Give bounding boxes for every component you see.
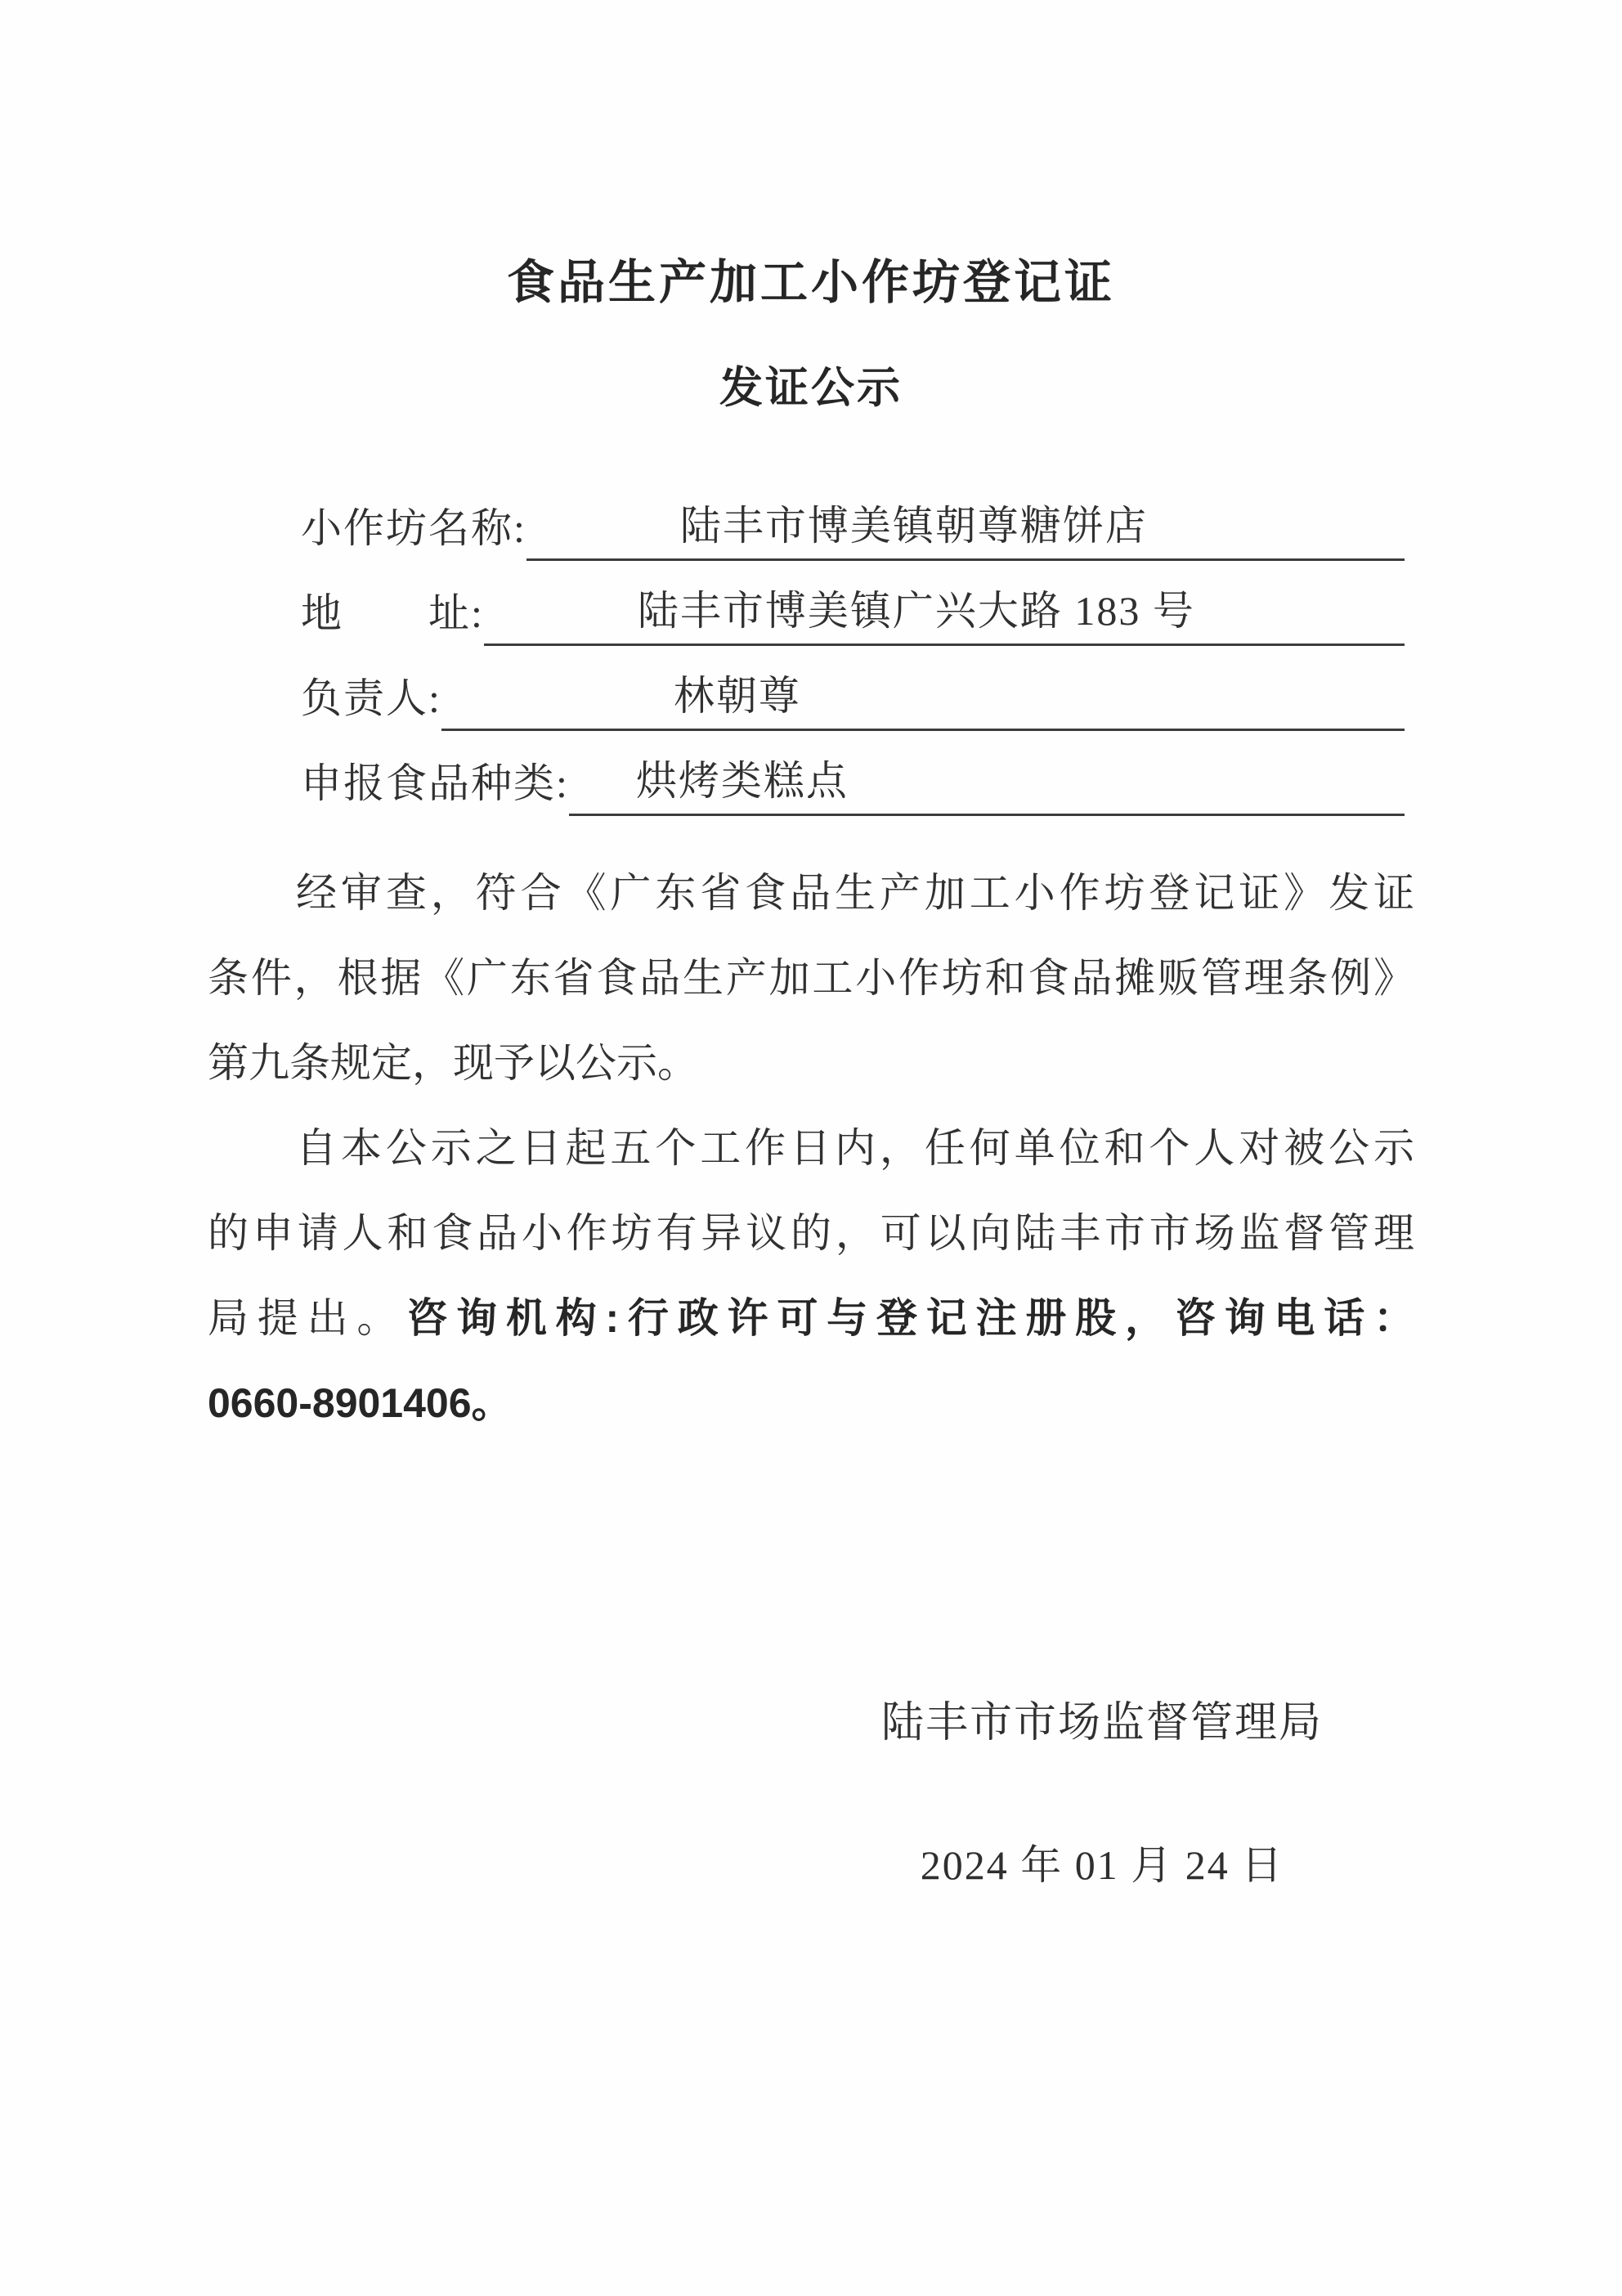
paragraph2-line1: 自本公示之日起五个工作日内，任何单位和个人对被公示: [296, 1125, 1414, 1171]
person-in-charge-value: 林朝尊: [441, 663, 1405, 731]
registration-fields: [301, 476, 1405, 816]
issuing-authority: 陆丰市市场监督管理局: [880, 1700, 1323, 1747]
food-category-value: 烘烤类糕点: [569, 748, 1405, 816]
address-label: 地 址:: [301, 590, 484, 636]
field-row-food-category: [301, 731, 1405, 816]
consultation-info-bold: 咨询机构:行政许可与登记注册股，咨询电话：: [406, 1295, 1415, 1341]
notice-body: [208, 850, 1414, 1446]
field-row-person-in-charge: [301, 646, 1405, 731]
paragraph2-line3-regular: 局提出。: [208, 1295, 407, 1341]
paragraph1-line3: 第九条规定，现予以公示。: [208, 1040, 698, 1086]
issue-date: 2024 年 01 月 24 日: [920, 1842, 1284, 1888]
food-category-label: 申报食品种类:: [301, 760, 569, 806]
paragraph2-line3: [208, 1276, 1414, 1361]
signature-block: [881, 1688, 1323, 1891]
paragraph1-line2: 条件，根据《广东省食品生产加工小作坊和食品摊贩管理条例》: [208, 955, 1414, 1001]
consultation-phone-number: 0660-8901406。: [208, 1380, 513, 1426]
field-row-address: [301, 561, 1405, 646]
workshop-name-value: 陆丰市博美镇朝尊糖饼店: [526, 493, 1405, 561]
paragraph1-line1: 经审查，符合《广东省食品生产加工小作坊登记证》发证: [296, 870, 1414, 916]
document-subtitle: 发证公示: [719, 364, 903, 412]
field-row-workshop-name: [301, 476, 1405, 561]
paragraph2-line2: 的申请人和食品小作坊有异议的，可以向陆丰市市场监督管理: [208, 1210, 1414, 1256]
workshop-name-label: 小作坊名称:: [301, 505, 526, 551]
address-value: 陆丰市博美镇广兴大路 183 号: [484, 578, 1405, 646]
document-title: 食品生产加工小作坊登记证: [506, 256, 1115, 309]
person-in-charge-label: 负责人:: [301, 675, 441, 721]
